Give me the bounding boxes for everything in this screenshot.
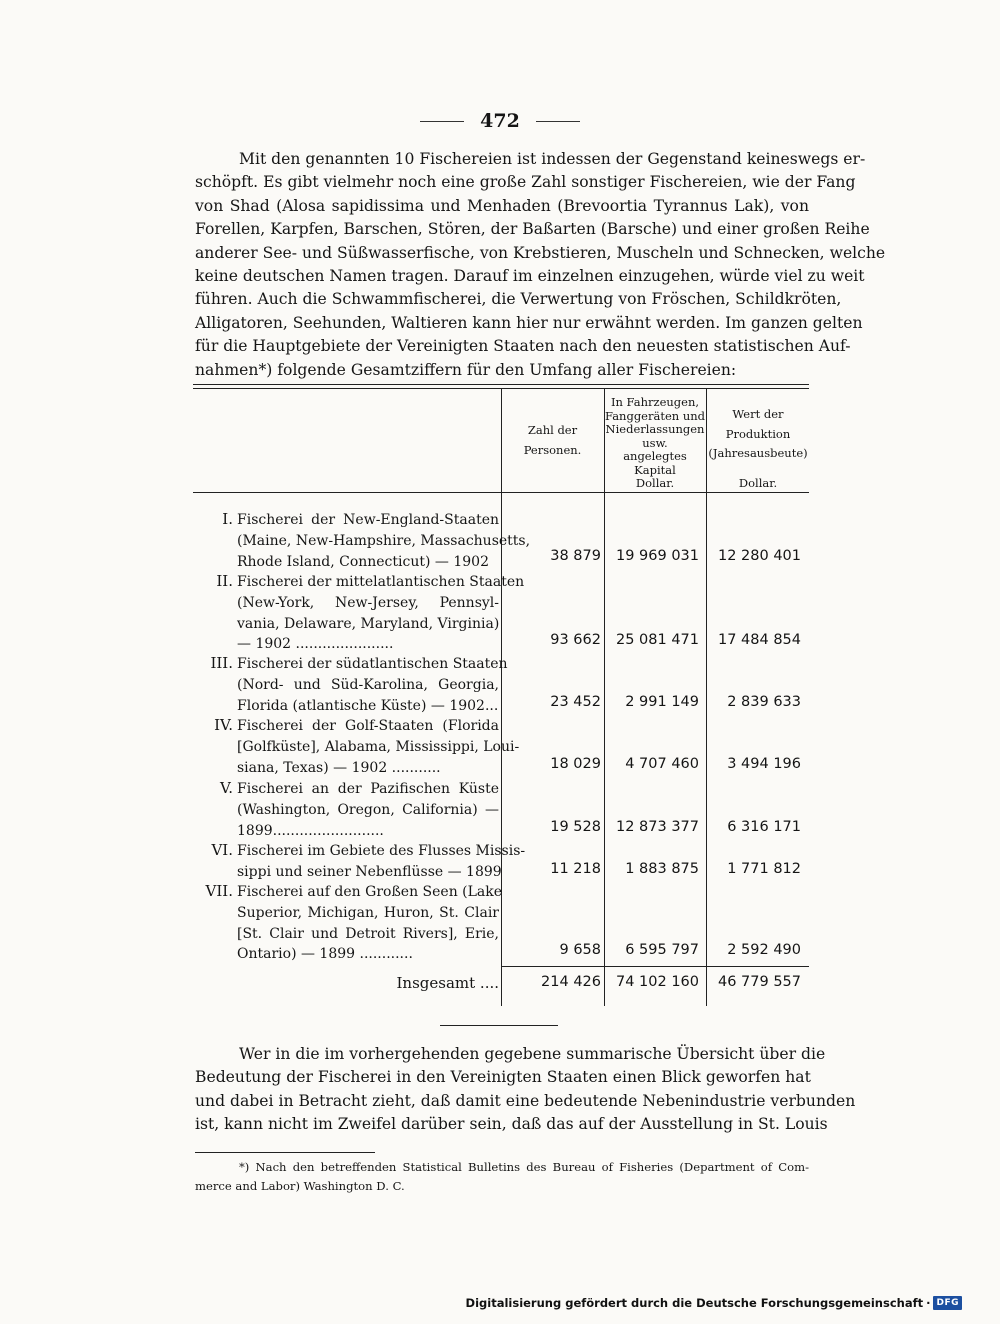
label-line: (Maine, New-Hampshire, Massachusetts, [237, 532, 531, 549]
label-line: Florida (atlantische Küste) — 1902... [237, 697, 499, 714]
row-label [237, 510, 531, 572]
unit-label: Dollar. [635, 476, 675, 490]
column-header-persons [502, 424, 603, 457]
label-line: (Nord- und Süd-Karolina, Georgia, [237, 676, 499, 693]
header-line: Zahl der [527, 423, 578, 437]
persons-value: 11 218 [550, 861, 601, 877]
dfg-logo-icon[interactable]: DFG [933, 1296, 962, 1310]
text-line: Bedeutung der Fischerei in den Vereinigten Staaten einen Blick geworfen hat [195, 1068, 811, 1087]
label-line: [Golfküste], Alabama, Mississippi, Loui- [237, 738, 520, 755]
capital-value: 2 991 149 [625, 694, 699, 710]
capital-value: 6 595 797 [625, 942, 699, 958]
header-line: Niederlassungen [605, 422, 705, 436]
persons-value: 38 879 [550, 548, 601, 564]
capital-value: 4 707 460 [625, 756, 699, 772]
header-rule-left [420, 121, 464, 122]
header-line: Wert der [732, 407, 784, 421]
text-line: von Shad (Alosa sapidissima und Menhaden (Brevoortia Tyrannus Lak), von [195, 196, 809, 215]
capital-value: 1 883 875 [625, 861, 699, 877]
section-separator [440, 1025, 558, 1026]
label-line: Fischerei der südatlantischen Staaten [237, 656, 508, 672]
credit-dot: · [926, 1296, 931, 1310]
table-column-divider [501, 388, 502, 1006]
closing-paragraph [195, 1043, 856, 1137]
label-line: Fischerei der New-England-Staaten [237, 512, 499, 528]
capital-value: 12 873 377 [615, 819, 699, 835]
label-line: siana, Texas) — 1902 ........... [237, 759, 441, 776]
text-line: schöpft. Es gibt vielmehr noch eine große Zahl sonstiger Fischereien, wie der Fang [195, 173, 856, 192]
row-number: V. [220, 779, 233, 797]
column-header-capital [605, 396, 705, 477]
page-header [0, 110, 1000, 132]
text-line: Mit den genannten 10 Fischereien ist indessen der Gegenstand keineswegs er- [239, 150, 866, 168]
text-line: ist, kann nicht im Zweifel darüber sein, daß das auf der Ausstellung in St. Louis [195, 1115, 828, 1134]
text-line: Wer in die im vorhergehenden gegebene summarische Übersicht über die [239, 1045, 826, 1063]
label-line: [St. Clair und Detroit Rivers], Erie, [237, 925, 499, 942]
label-line: 1899......................... [237, 822, 384, 839]
digitization-credit [466, 1296, 962, 1310]
label-line: Rhode Island, Connecticut) — 1902 [237, 553, 489, 570]
label-line: (Washington, Oregon, California) — [237, 801, 499, 818]
production-value: 1 771 812 [727, 861, 801, 877]
production-value: 6 316 171 [727, 819, 801, 835]
row-label [237, 716, 520, 778]
row-number: IV. [214, 716, 233, 734]
footnote [195, 1158, 809, 1196]
credit-text: Digitalisierung gefördert durch die Deutsche Forschungsgemeinschaft [465, 1296, 924, 1310]
persons-value: 18 029 [550, 756, 601, 772]
total-label: Insgesamt .... [396, 974, 499, 992]
persons-value: 23 452 [550, 694, 601, 710]
column-header-production [707, 408, 809, 461]
row-label [237, 779, 499, 841]
total-capital: 74 102 160 [615, 974, 699, 990]
label-line: (New-York, New-Jersey, Pennsyl- [237, 594, 499, 611]
label-line: Fischerei der Golf-Staaten (Florida [237, 718, 499, 734]
header-line: In Fahrzeugen, [610, 395, 700, 409]
header-line: Fanggeräten und [605, 408, 706, 423]
total-production: 46 779 557 [717, 974, 801, 990]
capital-value: 25 081 471 [615, 632, 699, 648]
row-label [237, 841, 526, 883]
header-line: Personen. [523, 442, 582, 457]
row-number: III. [210, 654, 233, 672]
footnote-line: *) Nach den betreffenden Statistical Bulletins des Bureau of Fisheries (Department of Com- [239, 1160, 809, 1174]
row-number: VI. [211, 841, 233, 859]
footnote-rule [195, 1152, 375, 1153]
header-line: Produktion [725, 426, 791, 441]
text-line: für die Hauptgebiete der Vereinigten Staaten nach den neuesten statistischen Auf- [195, 337, 851, 356]
text-line: führen. Auch die Schwammfischerei, die Verwertung von Fröschen, Schildkröten, [195, 290, 842, 309]
row-number: VII. [205, 882, 233, 900]
table-total-rule [501, 966, 809, 967]
text-line: Alligatoren, Seehunden, Waltieren kann hier nur erwähnt werden. Im ganzen gelten [195, 313, 863, 332]
label-line: vania, Delaware, Maryland, Virginia) [237, 615, 500, 632]
label-line: sippi und seiner Nebenflüsse — 1899 [237, 863, 502, 880]
footnote-line: merce and Labor) Washington D. C. [195, 1179, 405, 1193]
page-number: 472 [480, 110, 520, 132]
row-label [237, 654, 508, 716]
row-number: II. [216, 572, 233, 590]
persons-value: 19 528 [550, 819, 601, 835]
row-number: I. [222, 510, 233, 528]
header-rule-right [536, 121, 580, 122]
intro-paragraph [195, 148, 886, 382]
header-line: (Jahresausbeute) [708, 446, 808, 460]
label-line: Fischerei im Gebiete des Flusses Missis- [237, 843, 526, 859]
label-line: — 1902 ...................... [237, 636, 394, 653]
text-line: anderer See- und Süßwasserfische, von Krebstieren, Muscheln und Schnecken, welche [195, 243, 886, 262]
table-top-rule [193, 384, 809, 385]
persons-value: 9 658 [559, 942, 601, 958]
production-value: 17 484 854 [717, 632, 801, 648]
total-persons: 214 426 [541, 974, 601, 990]
text-line: Forellen, Karpfen, Barschen, Stören, der Baßarten (Barsche) und einer großen Reihe [195, 220, 870, 239]
label-line: Fischerei der mittelatlantischen Staaten [237, 574, 525, 590]
unit-label: Dollar. [738, 476, 778, 490]
text-line: nahmen*) folgende Gesamtziffern für den Umfang aller Fischereien: [195, 360, 737, 379]
header-line: usw. [642, 435, 668, 450]
row-label [237, 572, 525, 655]
text-line: und dabei in Betracht zieht, daß damit eine bedeutende Nebenindustrie verbunden [195, 1091, 856, 1110]
label-line: Fischerei an der Pazifischen Küste [237, 781, 499, 797]
header-line: angelegtes Kapital [623, 449, 687, 477]
production-value: 3 494 196 [727, 756, 801, 772]
row-label [237, 882, 503, 965]
capital-value: 19 969 031 [615, 548, 699, 564]
label-line: Ontario) — 1899 ............ [237, 946, 413, 963]
production-value: 2 592 490 [727, 942, 801, 958]
label-line: Fischerei auf den Großen Seen (Lake [237, 884, 503, 900]
text-line: keine deutschen Namen tragen. Darauf im einzelnen einzugehen, würde viel zu weit [195, 267, 865, 286]
persons-value: 93 662 [550, 632, 601, 648]
production-value: 12 280 401 [717, 548, 801, 564]
fisheries-table [193, 384, 809, 1008]
production-value: 2 839 633 [727, 694, 801, 710]
label-line: Superior, Michigan, Huron, St. Clair [237, 904, 499, 921]
